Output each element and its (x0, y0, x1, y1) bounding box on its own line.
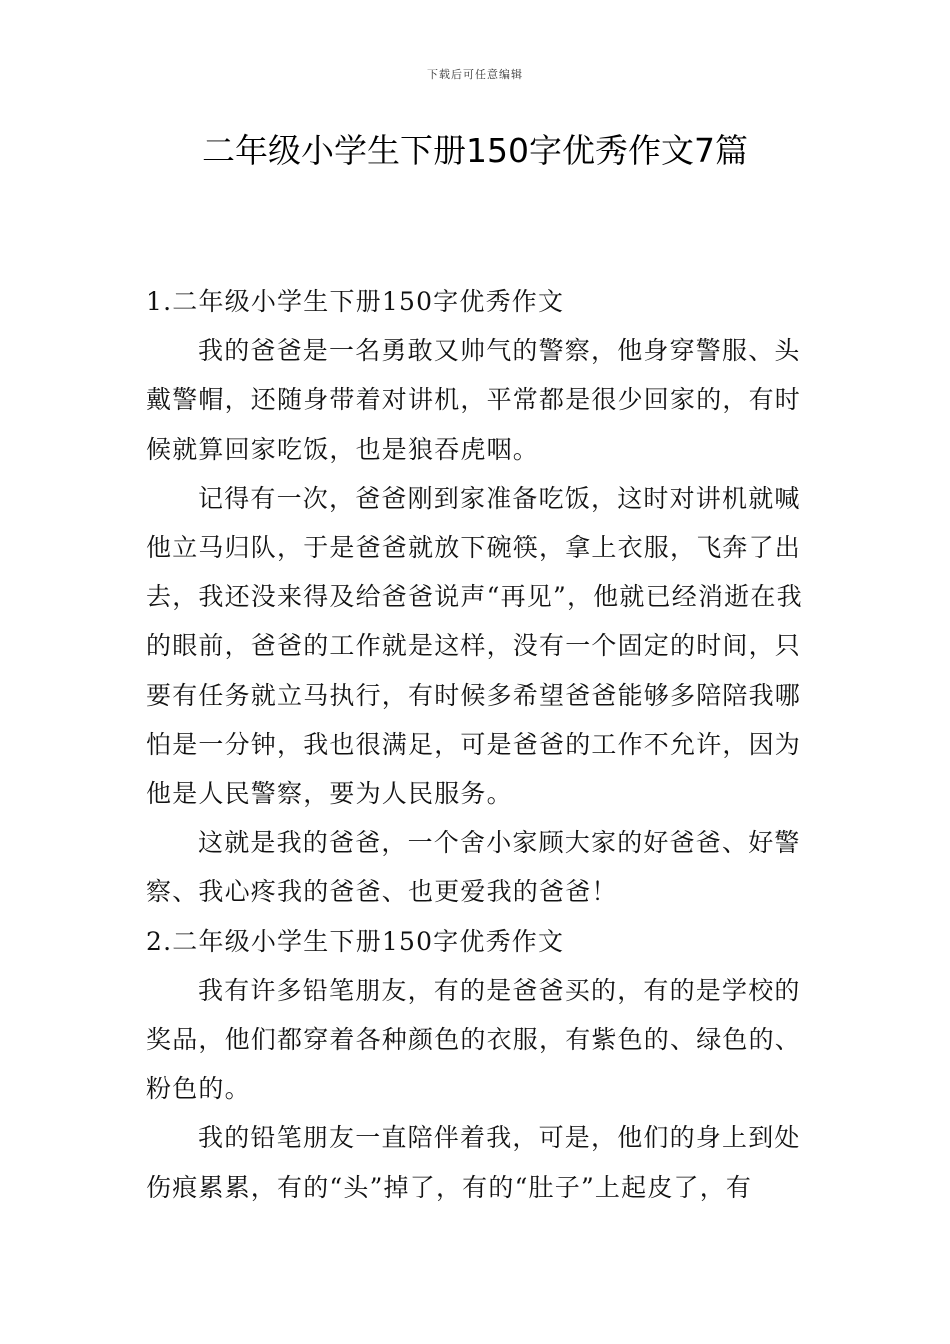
document-title: 二年级小学生下册150字优秀作文7篇 (202, 131, 748, 170)
document-body (146, 277, 810, 1212)
paragraph: 我的铅笔朋友一直陪伴着我，可是，他们的身上到处伤痕累累，有的“头”掉了，有的“肚子”上起皮了，有 (146, 1123, 801, 1202)
paragraph: 我的爸爸是一名勇敢又帅气的警察，他身穿警服、头戴警帽，还随身带着对讲机，平常都是很少回家的，有时候就算回家吃饭，也是狼吞虎咽。 (146, 336, 802, 464)
paragraph: 这就是我的爸爸，一个舍小家顾大家的好爸爸、好警察、我心疼我的爸爸、也更爱我的爸爸！ (146, 828, 801, 907)
section-heading: 2.二年级小学生下册150字优秀作文 (146, 926, 565, 956)
paragraph: 我有许多铅笔朋友，有的是爸爸买的，有的是学校的奖品，他们都穿着各种颜色的衣服，有紫色的、绿色的、粉色的。 (146, 975, 802, 1104)
page-header-note: 下载后可任意编辑 (427, 68, 523, 81)
section-heading: 1.二年级小学生下册150字优秀作文 (146, 287, 565, 316)
paragraph: 记得有一次，爸爸刚到家准备吃饭，这时对讲机就喊他立马归队，于是爸爸就放下碗筷，拿上衣服，飞奔了出去，我还没来得及给爸爸说声“再见”，他就已经消逝在我的眼前，爸爸的工作就是这样，没有一个固定的时间，只要有任务就立马执行，有时候多希望爸爸能够多陪陪我哪怕是一分钟，我也很满足，可是爸爸的工作不允许，因为他是人民警察，要为人民服务。 (146, 483, 803, 809)
